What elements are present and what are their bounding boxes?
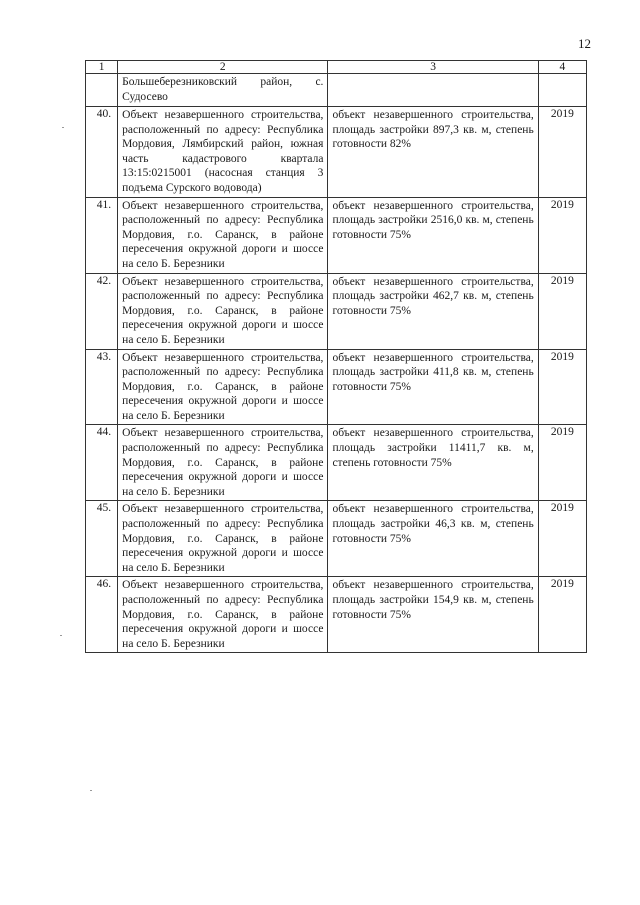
property-table <box>85 60 587 653</box>
object-name-cell: Большеберезниковский район, с. Судосево <box>118 74 328 107</box>
column-number-3: 3 <box>328 61 538 74</box>
object-description-cell: объект незавершенного строительства, площадь застройки 154,9 кв. м, степень готовности 75% <box>328 577 538 653</box>
page-number: 12 <box>578 36 591 51</box>
row-number: 46. <box>86 577 118 653</box>
row-number: 42. <box>86 273 118 349</box>
row-number: 43. <box>86 349 118 425</box>
year-cell <box>538 74 586 107</box>
table-row-continuation <box>86 74 587 107</box>
table-row <box>86 107 587 198</box>
object-name-cell: Объект незавершенного строительства, расположенный по адресу: Республика Мордовия, г.о. Саранск, в районе пересечения окружной дороги и шоссе на село Б. Березники <box>118 197 328 273</box>
year-cell: 2019 <box>538 425 586 501</box>
object-name-cell: Объект незавершенного строительства, расположенный по адресу: Республика Мордовия, г.о. Саранск, в районе пересечения окружной дороги и шоссе на село Б. Березники <box>118 577 328 653</box>
year-cell: 2019 <box>538 349 586 425</box>
table-row <box>86 577 587 653</box>
scan-speck <box>62 127 64 128</box>
column-number-row <box>86 61 587 74</box>
table-row <box>86 197 587 273</box>
scan-speck <box>60 635 62 636</box>
table-row <box>86 501 587 577</box>
table-row <box>86 273 587 349</box>
object-name-cell: Объект незавершенного строительства, расположенный по адресу: Республика Мордовия, г.о. Саранск, в районе пересечения окружной дороги и шоссе на село Б. Березники <box>118 425 328 501</box>
row-number: 40. <box>86 107 118 198</box>
object-description-cell: объект незавершенного строительства, площадь застройки 11411,7 кв. м, степень готовности 75% <box>328 425 538 501</box>
column-number-2: 2 <box>118 61 328 74</box>
row-number: 45. <box>86 501 118 577</box>
row-number: 41. <box>86 197 118 273</box>
table-row <box>86 425 587 501</box>
year-cell: 2019 <box>538 197 586 273</box>
column-number-4: 4 <box>538 61 586 74</box>
object-name-cell: Объект незавершенного строительства, расположенный по адресу: Республика Мордовия, г.о. Саранск, в районе пересечения окружной дороги и шоссе на село Б. Березники <box>118 349 328 425</box>
year-cell: 2019 <box>538 107 586 198</box>
scan-speck <box>90 790 92 791</box>
row-number <box>86 74 118 107</box>
year-cell: 2019 <box>538 577 586 653</box>
object-description-cell: объект незавершенного строительства, площадь застройки 897,3 кв. м, степень готовности 82% <box>328 107 538 198</box>
object-description-cell: объект незавершенного строительства, площадь застройки 2516,0 кв. м, степень готовности 75% <box>328 197 538 273</box>
object-description-cell: объект незавершенного строительства, площадь застройки 462,7 кв. м, степень готовности 75% <box>328 273 538 349</box>
object-name-cell: Объект незавершенного строительства, расположенный по адресу: Республика Мордовия, г.о. Саранск, в районе пересечения окружной дороги и шоссе на село Б. Березники <box>118 273 328 349</box>
object-name-cell: Объект незавершенного строительства, расположенный по адресу: Республика Мордовия, Лямбирский район, южная часть кадастрового квартала 13:15:0215001 (насосная станция 3 подъема Сурского водовода) <box>118 107 328 198</box>
column-number-1: 1 <box>86 61 118 74</box>
object-description-cell: объект незавершенного строительства, площадь застройки 411,8 кв. м, степень готовности 75% <box>328 349 538 425</box>
year-cell: 2019 <box>538 273 586 349</box>
table-row <box>86 349 587 425</box>
year-cell: 2019 <box>538 501 586 577</box>
row-number: 44. <box>86 425 118 501</box>
object-description-cell <box>328 74 538 107</box>
object-description-cell: объект незавершенного строительства, площадь застройки 46,3 кв. м, степень готовности 75% <box>328 501 538 577</box>
object-name-cell: Объект незавершенного строительства, расположенный по адресу: Республика Мордовия, г.о. Саранск, в районе пересечения окружной дороги и шоссе на село Б. Березники <box>118 501 328 577</box>
